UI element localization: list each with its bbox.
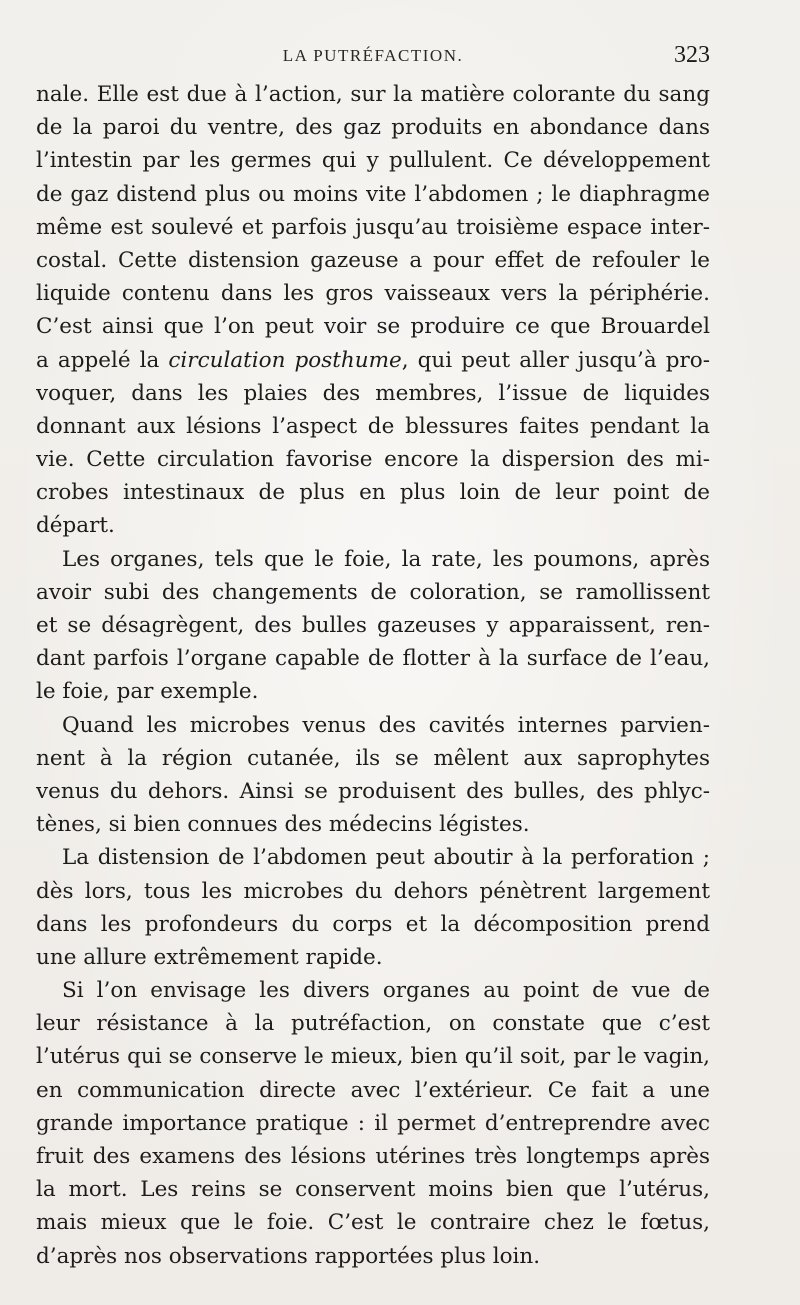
paragraph-start-line: Quand les microbes venus des cavités internes parvien- [62, 712, 710, 738]
text-line: l’utérus qui se conserve le mieux, bien qu’il soit, par le vagin, [36, 1044, 710, 1070]
text-line: dans les profondeurs du corps et la décomposition prend [36, 911, 710, 937]
text-line: vie. Cette circulation favorise encore la dispersion des mi- [36, 447, 710, 473]
text-line: costal. Cette distension gazeuse a pour effet de refouler le [36, 247, 710, 273]
text-line: venus du dehors. Ainsi se produisent des bulles, des phlyc- [36, 778, 710, 804]
text-line: la mort. Les reins se conservent moins bien que l’utérus, [36, 1177, 710, 1203]
paragraph-end-line: tènes, si bien connues des médecins légistes. [36, 812, 530, 838]
paragraph-end-line: d’après nos observations rapportées plus loin. [36, 1243, 541, 1269]
text-line: en communication directe avec l’extérieur. Ce fait a une [36, 1077, 710, 1103]
body-text [36, 78, 710, 1273]
text-line: donnant aux lésions l’aspect de blessures faites pendant la [36, 413, 710, 439]
page-number: 323 [674, 42, 710, 68]
text-line: crobes intestinaux de plus en plus loin de leur point de [36, 480, 710, 506]
text-line: nale. Elle est due à l’action, sur la matière colorante du sang [36, 82, 710, 107]
text-line: voquer, dans les plaies des membres, l’issue de liquides [36, 380, 710, 406]
paragraph-start-line: Si l’on envisage les divers organes au point de vue de [62, 978, 710, 1004]
text-line: leur résistance à la putréfaction, on constate que c’est [36, 1011, 710, 1037]
paragraph-end-line: départ. [36, 513, 115, 539]
italic-term: circulation posthume [168, 347, 402, 373]
running-head-title: LA PUTRÉFACTION. [282, 46, 464, 65]
text-line: nent à la région cutanée, ils se mêlent aux saprophytes [36, 745, 710, 771]
text-line: l’intestin par les germes qui y pullulent. Ce développement [36, 148, 710, 174]
line-tail: , qui peut aller jusqu’à pro- [401, 347, 710, 373]
text-line: C’est ainsi que l’on peut voir se produire ce que Brouardel [36, 314, 710, 340]
text-line: avoir subi des changements de coloration, se ramollissent [36, 579, 710, 605]
text-line: de gaz distend plus ou moins vite l’abdomen ; le diaphragme [36, 181, 710, 207]
text-line: mais mieux que le foie. C’est le contraire chez le fœtus, [36, 1210, 710, 1236]
paragraph-start-line: La distension de l’abdomen peut aboutir à la perforation ; [62, 845, 710, 871]
line-head: a appelé la [36, 347, 169, 373]
text-line: dant parfois l’organe capable de flotter à la surface de l’eau, [36, 646, 710, 672]
paragraph-start-line: Les organes, tels que le foie, la rate, les poumons, après [62, 546, 710, 572]
paragraph-end-line: le foie, par exemple. [36, 679, 259, 705]
text-line: dès lors, tous les microbes du dehors pénètrent largement [36, 878, 710, 904]
text-line: de la paroi du ventre, des gaz produits en abondance dans [36, 115, 710, 141]
text-line: et se désagrègent, des bulles gazeuses y apparaissent, ren- [36, 613, 710, 638]
text-line: même est soulevé et parfois jusqu’au troisième espace inter- [36, 214, 710, 240]
text-line: fruit des examens des lésions utérines très longtemps après [36, 1144, 710, 1169]
running-head [36, 40, 710, 76]
text-line-with-italic [36, 344, 710, 377]
paragraph-end-line: une allure extrêmement rapide. [36, 944, 383, 970]
text-line: liquide contenu dans les gros vaisseaux vers la périphérie. [36, 281, 710, 307]
text-line: grande importance pratique : il permet d’entreprendre avec [36, 1110, 710, 1136]
